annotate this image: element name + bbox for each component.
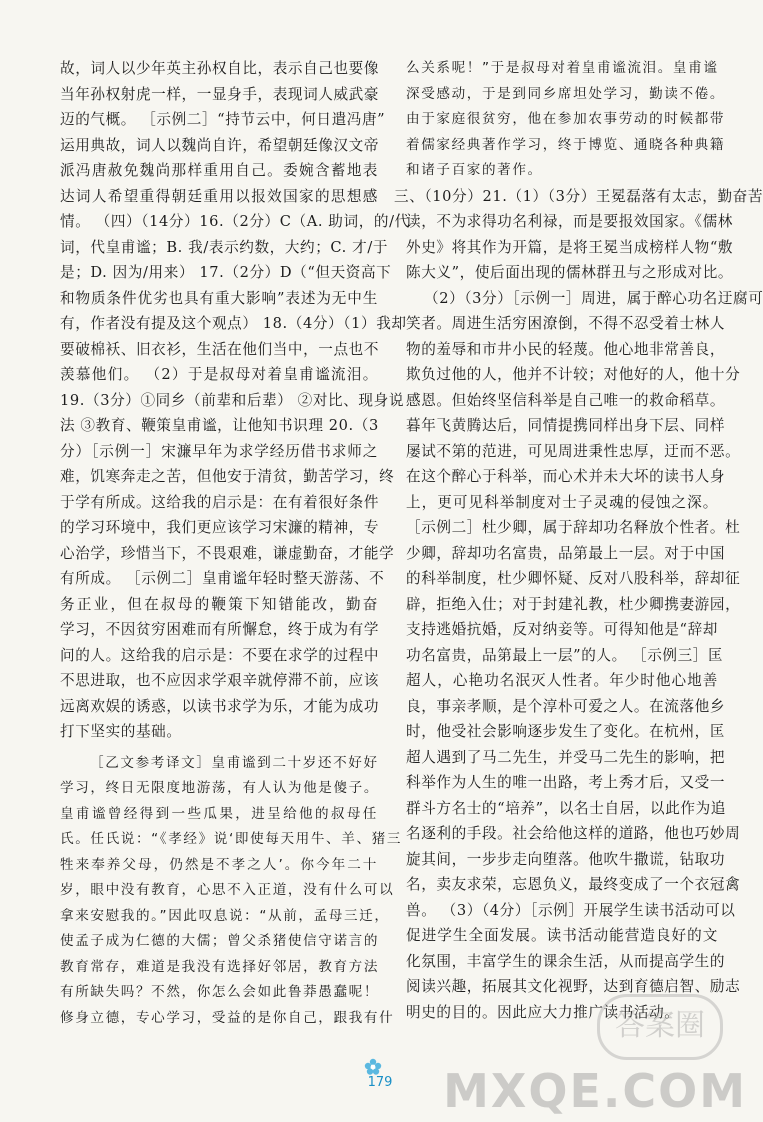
answer-line: 科举作为人生的唯一出路，考上秀才后，又受一 bbox=[406, 774, 726, 791]
answer-line: 支持逃婚抗婚，反对纳妾等。可得知他是“辞却 bbox=[406, 621, 718, 638]
answer-line: 有所成。 ［示例二］皇甫谧年轻时整天游荡、不 bbox=[60, 570, 385, 587]
answer-line: 于学有所成。这给我的启示是：在有着很好条件 bbox=[60, 493, 380, 511]
answer-line: 在这个醉心于科举，而心术并未大坏的读书人身 bbox=[406, 468, 726, 485]
translation-line: 深受感动，于是到同乡席坦处学习，勤读不倦。 bbox=[406, 85, 726, 102]
answer-line: 学习，不因贫穷困难而有所懈怠，终于成为有学 bbox=[60, 621, 380, 638]
answer-line: 三、（10分）21.（1）（3分）王冕磊落有太志，勤奋苦 bbox=[394, 187, 763, 205]
answer-line: 笑者。周进生活穷困潦倒，不得不忍受着士林人 bbox=[406, 315, 726, 332]
answer-line: 不思进取，也不应因求学艰辛就停滞不前，应该 bbox=[60, 672, 380, 689]
answer-line: 兽。 （3）（4分）［示例］开展学生读书活动可以 bbox=[406, 901, 736, 919]
translation-line: 岁，眼中没有教育，心思不入正道，没有什么可以 bbox=[60, 882, 395, 898]
translation-line: 教育常存，难道是我没有选择好邻居，教育方法 bbox=[60, 958, 380, 975]
answer-line: 时，他受社会影响逐步发生了变化。在杭州，匡 bbox=[406, 723, 726, 740]
answer-line: 词，代皇甫谧；B. 我/表示约数，大约；C. 才/于 bbox=[60, 238, 389, 256]
answer-line: 故，词人以少年英主孙权自比，表示自己也要像 bbox=[60, 60, 380, 77]
answer-line: 要破棉袄、旧衣衫，生活在他们当中，一点也不 bbox=[60, 340, 380, 358]
answer-line: （2）（3分）［示例一］周进，属于醉心功名迂腐可 bbox=[424, 289, 763, 307]
translation-line: 么关系呢！”于是叔母对着皇甫谧流泪。皇甫谧 bbox=[406, 60, 719, 76]
answer-line: 和物质条件优劣也具有重大影响”表述为无中生 bbox=[60, 289, 378, 307]
watermark-seal: 答案圈 bbox=[597, 994, 723, 1060]
answer-line: 群斗方名士的“培养”，以名士自居，以此作为追 bbox=[406, 799, 726, 817]
answer-line: 有，作者没有提及这个观点） 18.（4分）（1）我却 bbox=[60, 315, 407, 332]
answer-line: 名逐利的手段。社会给他这样的道路，他也巧妙周 bbox=[406, 825, 741, 842]
translation-line: 和诸子百家的著作。 bbox=[406, 162, 543, 178]
answer-line: 外史》将其作为开篇，是将王冕当成榜样人物“敷 bbox=[406, 238, 734, 256]
answer-line: 上，更可见科举制度对士子灵魂的侵蚀之深。 bbox=[406, 493, 718, 511]
answer-line: 促进学生全面发展。读书活动能营造良好的文 bbox=[406, 927, 718, 944]
right-column bbox=[394, 56, 763, 1025]
answer-line: 屡试不第的范进，可见周进秉性忠厚，迂而不恶。 bbox=[406, 442, 741, 460]
translation-line: 拿来安慰我的。”因此叹息说：“从前，孟母三迁， bbox=[60, 907, 390, 924]
translation-line: 使孟子成为仁德的大儒；曾父杀猪使信守诺言的 bbox=[60, 933, 380, 949]
answer-line: 名，卖友求荣，忘恩负义，最终变成了一个衣冠禽 bbox=[406, 876, 741, 893]
page-number: 179 bbox=[367, 1075, 393, 1090]
left-column bbox=[60, 56, 410, 1031]
answer-line: 情。 （四）（14分）16.（2分）C（A. 助词，的/代 bbox=[60, 213, 410, 230]
answer-line: ［示例二］杜少卿，属于辞却功名释放个性者。杜 bbox=[406, 519, 741, 536]
answer-line: 功名富贵，品第最上一层”的人。 ［示例三］匡 bbox=[406, 646, 724, 664]
answer-line: 化氛围，丰富学生的课余生活，从而提高学生的 bbox=[406, 952, 726, 970]
answer-line: 感恩。但始终坚信科举是自己唯一的救命稻草。 bbox=[406, 391, 726, 409]
answer-line: 远离欢娱的诱惑，以读书求学为乐，才能为成功 bbox=[60, 697, 380, 715]
answer-line: 难，饥寒奔走之苦，但他安于清贫，勤苦学习，终 bbox=[60, 468, 395, 485]
answer-line: 务正业，但在叔母的鞭策下知错能改，勤奋 bbox=[60, 595, 378, 613]
flower-icon bbox=[364, 1058, 382, 1076]
translation-line: ［乙文参考译文］皇甫谧到二十岁还不好好 bbox=[90, 754, 379, 771]
watermark: MXQE.COM bbox=[443, 1064, 747, 1118]
answer-line: 运用典故，词人以魏尚自许，希望朝廷像汉文帝 bbox=[60, 136, 380, 154]
answer-line: 羡慕他们。 （2）于是叔母对着皇甫谧流泪。 bbox=[60, 366, 378, 383]
answer-line: 读，不为求得功名利禄，而是要报效国家。《儒林 bbox=[406, 213, 733, 230]
answer-line: 问的人。这给我的启示是：不要在求学的过程中 bbox=[60, 646, 380, 664]
translation-line: 有所缺失吗？不然，你怎么会如此鲁莽愚蠢呢！ bbox=[60, 984, 380, 1000]
translation-line: 由于家庭很贫穷，他在参加农事劳动的时候都带 bbox=[406, 111, 726, 127]
answer-line: 明史的目的。因此应大力推广读书活动。 bbox=[406, 1003, 680, 1021]
answer-line: 法 ③教育、鞭策皇甫谧，让他知书识理 20.（3 bbox=[60, 417, 379, 434]
answer-line: 打下坚实的基础。 bbox=[60, 723, 182, 740]
answer-line: 旋其间，一步步走向堕落。他吹牛撒谎，钻取功 bbox=[406, 850, 726, 868]
translation-line: 牲来奉养父母，仍然是不孝之人’。你今年二十 bbox=[60, 856, 378, 873]
translation-line: 皇甫谧曾经得到一些瓜果，进呈给他的叔母任 bbox=[60, 805, 378, 822]
answer-line: 良，事亲孝顺，是个淳朴可爱之人。在流落他乡 bbox=[406, 697, 726, 715]
answer-line: 欺负过他的人，他并不计较；对他好的人，他十分 bbox=[406, 366, 741, 383]
answer-line: 心治学，珍惜当下，不畏艰难，谦虚勤奋，才能学 bbox=[60, 544, 395, 562]
answer-line: 少卿，辞却功名富贵，品第最上一层。对于中国 bbox=[406, 544, 726, 562]
answer-line: 辟，拒绝入仕；对于封建礼教，杜少卿携妻游园， bbox=[406, 595, 741, 613]
answer-line: 迈的气概。 ［示例二］“持节云中，何日遣冯唐” bbox=[60, 111, 386, 128]
translation-line: 学习，终日无限度地游荡，有人认为他是傻子。 bbox=[60, 780, 380, 796]
answer-line: 当年孙权射虎一样，一显身手，表现词人威武豪 bbox=[60, 85, 380, 103]
answer-line: 的科举制度，杜少卿怀疑、反对八股科举，辞却征 bbox=[406, 570, 741, 587]
translation-line: 着儒家经典著作学习，终于博览、通晓各种典籍 bbox=[406, 136, 726, 153]
translation-line: 修身立德，专心学习，受益的是你自己，跟我有什 bbox=[60, 1009, 395, 1026]
answer-line: 暮年飞黄腾达后，同情提携同样出身下层、同样 bbox=[406, 417, 726, 434]
answer-line: 分）［示例一］宋濂早年为求学经历借书求师之 bbox=[60, 442, 378, 460]
answer-line: 达词人希望重得朝廷重用以报效国家的思想感 bbox=[60, 187, 378, 205]
answer-line: 陈大义”，使后面出现的儒林群丑与之形成对比。 bbox=[406, 264, 734, 281]
answer-line: 的学习环境中，我们更应该学习宋濂的精神，专 bbox=[60, 519, 380, 536]
answer-line: 派冯唐赦免魏尚那样重用自己。委婉含蓄地表 bbox=[60, 162, 378, 179]
answer-line: 超人遇到了马二先生，并受马二先生的影响，把 bbox=[406, 748, 726, 766]
answer-line: 阅读兴趣，拓展其文化视野，达到育德启智、励志 bbox=[406, 978, 741, 995]
answer-line: 是；D. 因为/用来） 17.（2分）D（“但天资高下 bbox=[60, 264, 392, 281]
answer-line: 超人，心艳功名泯灭人性者。年少时他心地善 bbox=[406, 672, 718, 689]
answer-line: 19.（3分）①同乡（前辈和后辈） ②对比、现身说 bbox=[60, 391, 405, 409]
answer-line: 物的羞辱和市井小民的轻蔑。他心地非常善良， bbox=[406, 340, 726, 358]
translation-line: 氏。任氏说：“《孝经》说‘即使每天用牛、羊、猪三 bbox=[60, 831, 403, 847]
